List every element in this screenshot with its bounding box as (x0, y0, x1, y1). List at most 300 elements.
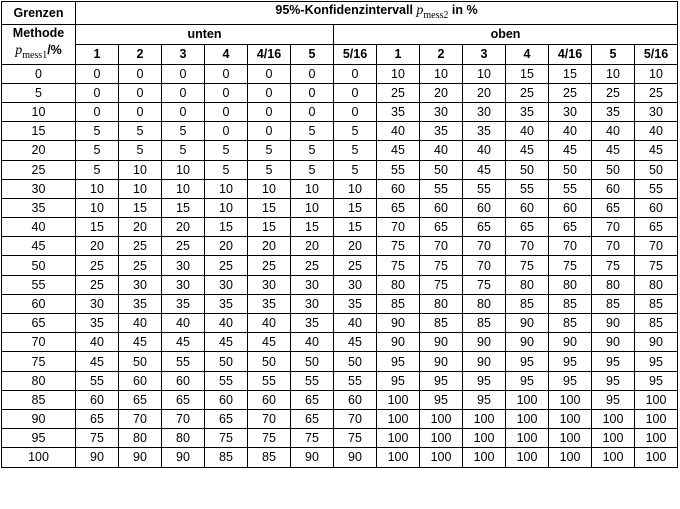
header-row-methods (2, 44, 678, 64)
unten-cell: 30 (291, 294, 334, 313)
unten-cell: 40 (334, 314, 377, 333)
unten-cell: 10 (119, 179, 162, 198)
unten-cell: 70 (334, 409, 377, 428)
row-p-value: 5 (2, 83, 76, 102)
oben-cell: 25 (506, 83, 549, 102)
oben-cell: 90 (420, 333, 463, 352)
unten-cell: 45 (162, 333, 205, 352)
oben-cell: 95 (592, 352, 635, 371)
unten-cell: 5 (162, 141, 205, 160)
oben-cell: 65 (635, 218, 678, 237)
unten-cell: 10 (162, 160, 205, 179)
oben-cell: 60 (463, 198, 506, 217)
oben-cell: 90 (377, 333, 420, 352)
unten-cell: 0 (205, 122, 248, 141)
unten-cell: 60 (119, 371, 162, 390)
unten-cell: 5 (119, 141, 162, 160)
oben-cell: 60 (549, 198, 592, 217)
unten-cell: 45 (119, 333, 162, 352)
unten-cell: 30 (76, 294, 119, 313)
row-p-value: 30 (2, 179, 76, 198)
unten-cell: 0 (248, 64, 291, 83)
oben-cell: 10 (592, 64, 635, 83)
unten-cell: 0 (119, 102, 162, 121)
oben-cell: 65 (549, 218, 592, 237)
unten-cell: 80 (119, 429, 162, 448)
unten-cell: 35 (162, 294, 205, 313)
oben-cell: 60 (635, 198, 678, 217)
oben-cell: 55 (420, 179, 463, 198)
unten-cell: 75 (248, 429, 291, 448)
unten-cell: 75 (76, 429, 119, 448)
oben-cell: 90 (463, 352, 506, 371)
unten-cell: 5 (76, 160, 119, 179)
grenzen-header: Grenzen (2, 2, 76, 25)
oben-cell: 95 (635, 371, 678, 390)
oben-cell: 100 (377, 429, 420, 448)
row-p-value: 35 (2, 198, 76, 217)
unten-cell: 55 (205, 371, 248, 390)
unten-cell: 30 (334, 275, 377, 294)
oben-method-header: 4 (506, 44, 549, 64)
unten-cell: 55 (248, 371, 291, 390)
unten-cell: 60 (205, 390, 248, 409)
unten-cell: 0 (248, 122, 291, 141)
oben-cell: 60 (506, 198, 549, 217)
unten-cell: 75 (334, 429, 377, 448)
unten-cell: 15 (291, 218, 334, 237)
oben-cell: 55 (377, 160, 420, 179)
unten-cell: 5 (76, 122, 119, 141)
oben-cell: 20 (463, 83, 506, 102)
oben-cell: 100 (592, 429, 635, 448)
oben-cell: 100 (463, 429, 506, 448)
unten-cell: 45 (334, 333, 377, 352)
oben-cell: 65 (506, 218, 549, 237)
table-row (2, 294, 678, 313)
table-row (2, 448, 678, 467)
oben-cell: 20 (420, 83, 463, 102)
row-p-value: 85 (2, 390, 76, 409)
unten-cell: 15 (119, 198, 162, 217)
oben-cell: 25 (592, 83, 635, 102)
oben-cell: 40 (549, 122, 592, 141)
unten-cell: 10 (334, 179, 377, 198)
unten-cell: 35 (119, 294, 162, 313)
oben-cell: 75 (506, 256, 549, 275)
oben-cell: 70 (377, 218, 420, 237)
oben-cell: 25 (635, 83, 678, 102)
oben-cell: 80 (635, 275, 678, 294)
oben-method-header: 2 (420, 44, 463, 64)
table-row (2, 179, 678, 198)
oben-cell: 35 (463, 122, 506, 141)
unten-cell: 5 (205, 141, 248, 160)
unten-cell: 10 (76, 179, 119, 198)
unten-cell: 80 (162, 429, 205, 448)
table-row (2, 237, 678, 256)
unten-cell: 0 (162, 102, 205, 121)
title-variable: $p_{mess2}$ (416, 3, 449, 21)
oben-cell: 50 (549, 160, 592, 179)
table-body (2, 64, 678, 467)
unten-cell: 0 (291, 83, 334, 102)
oben-cell: 45 (549, 141, 592, 160)
row-p-value: 45 (2, 237, 76, 256)
unten-cell: 10 (205, 198, 248, 217)
oben-cell: 85 (549, 314, 592, 333)
row-p-value: 65 (2, 314, 76, 333)
row-p-value: 0 (2, 64, 76, 83)
table-row (2, 218, 678, 237)
unten-cell: 65 (76, 409, 119, 428)
table-title (76, 2, 678, 25)
unten-cell: 25 (119, 256, 162, 275)
unten-cell: 45 (205, 333, 248, 352)
row-p-value: 10 (2, 102, 76, 121)
unten-cell: 75 (205, 429, 248, 448)
unten-method-header: 5 (291, 44, 334, 64)
methode-header: Methode $p_{mess1}/\%$ (2, 24, 76, 64)
oben-cell: 95 (592, 390, 635, 409)
row-p-value: 95 (2, 429, 76, 448)
unten-cell: 45 (76, 352, 119, 371)
oben-cell: 30 (420, 102, 463, 121)
oben-method-header: 5 (592, 44, 635, 64)
unten-cell: 5 (119, 122, 162, 141)
unten-cell: 0 (205, 102, 248, 121)
oben-cell: 100 (635, 390, 678, 409)
table-row (2, 390, 678, 409)
oben-cell: 25 (377, 83, 420, 102)
unten-cell: 0 (205, 64, 248, 83)
oben-cell: 50 (592, 160, 635, 179)
unten-cell: 35 (248, 294, 291, 313)
oben-cell: 100 (549, 448, 592, 467)
oben-cell: 35 (592, 102, 635, 121)
unten-cell: 0 (76, 64, 119, 83)
unten-cell: 30 (205, 275, 248, 294)
oben-cell: 45 (592, 141, 635, 160)
oben-cell: 75 (377, 237, 420, 256)
oben-cell: 100 (635, 409, 678, 428)
oben-cell: 30 (549, 102, 592, 121)
table-row (2, 409, 678, 428)
row-p-value: 50 (2, 256, 76, 275)
oben-cell: 90 (635, 333, 678, 352)
unten-cell: 5 (162, 122, 205, 141)
oben-cell: 80 (549, 275, 592, 294)
oben-cell: 95 (377, 371, 420, 390)
oben-cell: 75 (463, 275, 506, 294)
oben-cell: 90 (549, 333, 592, 352)
oben-cell: 55 (635, 179, 678, 198)
oben-cell: 70 (549, 237, 592, 256)
row-p-value: 75 (2, 352, 76, 371)
unten-cell: 10 (205, 179, 248, 198)
unten-cell: 25 (119, 237, 162, 256)
header-row-title (2, 2, 678, 25)
unten-cell: 20 (334, 237, 377, 256)
table-row (2, 256, 678, 275)
oben-cell: 70 (506, 237, 549, 256)
oben-cell: 30 (463, 102, 506, 121)
oben-cell: 80 (420, 294, 463, 313)
oben-cell: 80 (377, 275, 420, 294)
unten-cell: 70 (119, 409, 162, 428)
unten-cell: 35 (291, 314, 334, 333)
oben-cell: 60 (377, 179, 420, 198)
oben-cell: 100 (420, 429, 463, 448)
unten-cell: 50 (248, 352, 291, 371)
unten-cell: 60 (248, 390, 291, 409)
oben-cell: 45 (377, 141, 420, 160)
unten-cell: 55 (334, 371, 377, 390)
oben-cell: 85 (463, 314, 506, 333)
methode-variable: $p_{mess1}$ (15, 42, 48, 61)
oben-cell: 95 (549, 371, 592, 390)
unten-cell: 10 (291, 179, 334, 198)
unten-cell: 60 (76, 390, 119, 409)
oben-cell: 90 (506, 333, 549, 352)
oben-cell: 50 (635, 160, 678, 179)
unten-cell: 25 (76, 275, 119, 294)
unten-cell: 75 (291, 429, 334, 448)
oben-cell: 95 (420, 371, 463, 390)
oben-cell: 100 (463, 448, 506, 467)
table-row (2, 429, 678, 448)
oben-cell: 35 (506, 102, 549, 121)
unten-cell: 90 (291, 448, 334, 467)
unten-cell: 30 (119, 275, 162, 294)
oben-method-header: 4/16 (549, 44, 592, 64)
oben-cell: 55 (506, 179, 549, 198)
unten-cell: 30 (291, 275, 334, 294)
unten-cell: 50 (205, 352, 248, 371)
oben-cell: 90 (377, 314, 420, 333)
oben-cell: 35 (420, 122, 463, 141)
unten-cell: 55 (162, 352, 205, 371)
unten-cell: 90 (162, 448, 205, 467)
unten-cell: 35 (76, 314, 119, 333)
unten-cell: 60 (162, 371, 205, 390)
table-row (2, 352, 678, 371)
unten-cell: 55 (291, 371, 334, 390)
oben-cell: 85 (549, 294, 592, 313)
table-row (2, 371, 678, 390)
table-row (2, 198, 678, 217)
unten-method-header: 4 (205, 44, 248, 64)
oben-cell: 90 (463, 333, 506, 352)
oben-cell: 100 (549, 429, 592, 448)
oben-cell: 100 (592, 448, 635, 467)
oben-cell: 100 (506, 409, 549, 428)
oben-cell: 75 (420, 275, 463, 294)
row-p-value: 100 (2, 448, 76, 467)
unten-cell: 15 (248, 218, 291, 237)
unten-cell: 5 (205, 160, 248, 179)
row-p-value: 55 (2, 275, 76, 294)
oben-cell: 90 (592, 333, 635, 352)
unten-cell: 65 (291, 390, 334, 409)
unten-cell: 65 (291, 409, 334, 428)
unten-cell: 20 (76, 237, 119, 256)
oben-cell: 95 (463, 390, 506, 409)
unten-cell: 5 (291, 122, 334, 141)
unten-cell: 30 (162, 256, 205, 275)
oben-cell: 10 (635, 64, 678, 83)
unten-cell: 50 (334, 352, 377, 371)
unten-cell: 40 (205, 314, 248, 333)
unten-cell: 25 (162, 237, 205, 256)
unten-cell: 10 (76, 198, 119, 217)
oben-cell: 95 (592, 371, 635, 390)
unten-method-header: 2 (119, 44, 162, 64)
unten-cell: 15 (162, 198, 205, 217)
oben-cell: 65 (592, 198, 635, 217)
oben-cell: 100 (506, 429, 549, 448)
unten-cell: 0 (248, 102, 291, 121)
unten-cell: 0 (205, 83, 248, 102)
unten-cell: 5 (291, 141, 334, 160)
oben-cell: 85 (592, 294, 635, 313)
unten-cell: 0 (162, 83, 205, 102)
oben-cell: 100 (549, 409, 592, 428)
oben-cell: 75 (549, 256, 592, 275)
oben-cell: 100 (635, 448, 678, 467)
oben-cell: 80 (463, 294, 506, 313)
unten-cell: 10 (291, 198, 334, 217)
unten-cell: 70 (248, 409, 291, 428)
oben-cell: 65 (377, 198, 420, 217)
row-p-value: 20 (2, 141, 76, 160)
row-p-value: 70 (2, 333, 76, 352)
unten-cell: 0 (119, 83, 162, 102)
unten-cell: 0 (291, 102, 334, 121)
oben-cell: 75 (420, 256, 463, 275)
oben-cell: 100 (377, 390, 420, 409)
oben-cell: 10 (377, 64, 420, 83)
oben-cell: 70 (463, 256, 506, 275)
oben-cell: 95 (463, 371, 506, 390)
oben-cell: 100 (377, 409, 420, 428)
oben-cell: 95 (420, 390, 463, 409)
oben-cell: 100 (549, 390, 592, 409)
unten-cell: 20 (291, 237, 334, 256)
oben-method-header: 3 (463, 44, 506, 64)
oben-cell: 75 (635, 256, 678, 275)
unten-cell: 15 (76, 218, 119, 237)
oben-cell: 100 (377, 448, 420, 467)
table-row (2, 275, 678, 294)
unten-cell: 15 (248, 198, 291, 217)
oben-cell: 50 (420, 160, 463, 179)
table-row (2, 141, 678, 160)
table-row (2, 122, 678, 141)
row-p-value: 60 (2, 294, 76, 313)
oben-cell: 100 (635, 429, 678, 448)
oben-cell: 90 (592, 314, 635, 333)
oben-cell: 90 (420, 352, 463, 371)
table-row (2, 160, 678, 179)
oben-method-header: 5/16 (635, 44, 678, 64)
oben-cell: 75 (592, 256, 635, 275)
oben-method-header: 1 (377, 44, 420, 64)
oben-cell: 35 (377, 102, 420, 121)
oben-cell: 55 (463, 179, 506, 198)
unten-cell: 20 (248, 237, 291, 256)
unten-cell: 15 (334, 218, 377, 237)
oben-cell: 50 (506, 160, 549, 179)
unten-cell: 25 (291, 256, 334, 275)
unten-cell: 5 (334, 160, 377, 179)
oben-cell: 30 (635, 102, 678, 121)
oben-cell: 80 (506, 275, 549, 294)
table-row (2, 83, 678, 102)
row-p-value: 80 (2, 371, 76, 390)
unten-cell: 0 (334, 102, 377, 121)
row-p-value: 25 (2, 160, 76, 179)
unten-cell: 20 (162, 218, 205, 237)
oben-cell: 45 (506, 141, 549, 160)
oben-cell: 65 (420, 218, 463, 237)
table-row (2, 102, 678, 121)
oben-cell: 95 (506, 352, 549, 371)
unten-cell: 35 (334, 294, 377, 313)
unten-cell: 25 (248, 256, 291, 275)
unten-cell: 70 (162, 409, 205, 428)
oben-cell: 40 (635, 122, 678, 141)
oben-cell: 10 (420, 64, 463, 83)
unten-cell: 5 (334, 122, 377, 141)
oben-cell: 95 (549, 352, 592, 371)
oben-cell: 40 (377, 122, 420, 141)
unten-cell: 40 (76, 333, 119, 352)
title-prefix: 95%-Konfidenzintervall (275, 3, 417, 17)
oben-cell: 60 (592, 179, 635, 198)
unten-cell: 85 (205, 448, 248, 467)
oben-cell: 100 (506, 390, 549, 409)
unten-cell: 0 (291, 64, 334, 83)
unten-cell: 20 (205, 237, 248, 256)
unten-cell: 40 (162, 314, 205, 333)
oben-cell: 40 (592, 122, 635, 141)
unten-cell: 40 (248, 314, 291, 333)
oben-cell: 95 (635, 352, 678, 371)
unten-cell: 0 (76, 102, 119, 121)
unten-header: unten (76, 24, 334, 44)
unten-cell: 5 (334, 141, 377, 160)
oben-cell: 95 (506, 371, 549, 390)
unten-cell: 45 (248, 333, 291, 352)
oben-cell: 70 (420, 237, 463, 256)
unten-cell: 40 (291, 333, 334, 352)
table-row (2, 333, 678, 352)
unten-cell: 0 (119, 64, 162, 83)
oben-cell: 70 (463, 237, 506, 256)
oben-cell: 25 (549, 83, 592, 102)
oben-cell: 55 (549, 179, 592, 198)
oben-cell: 85 (377, 294, 420, 313)
oben-cell: 70 (635, 237, 678, 256)
unten-cell: 15 (334, 198, 377, 217)
oben-cell: 10 (463, 64, 506, 83)
unten-cell: 15 (205, 218, 248, 237)
oben-header: oben (334, 24, 678, 44)
oben-cell: 85 (635, 314, 678, 333)
unten-cell: 25 (76, 256, 119, 275)
oben-cell: 85 (635, 294, 678, 313)
